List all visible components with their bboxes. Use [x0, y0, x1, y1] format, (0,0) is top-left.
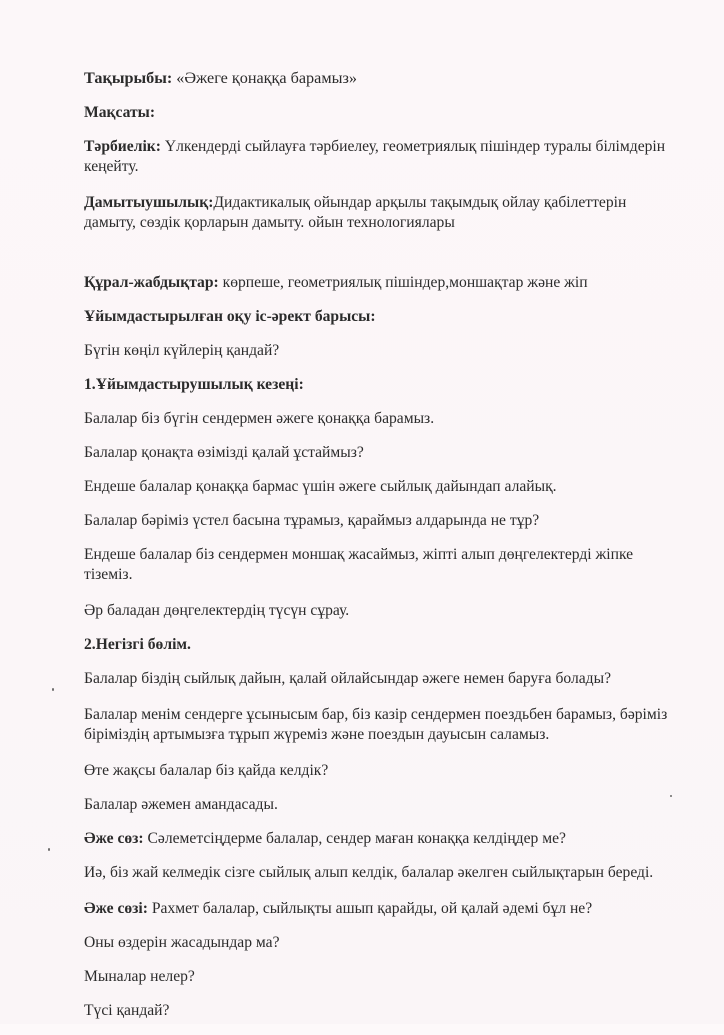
goals-heading: Мақсаты:: [84, 104, 156, 121]
final-line: Түсі қандай?: [84, 1002, 170, 1019]
greeting-question: Бүгін көңіл күйлерің қандай?: [84, 342, 280, 359]
grandma-text-1: Сәлеметсіңдерме балалар, сендер маған конаққа келдіңдер ме?: [143, 830, 566, 847]
stage2-heading: 2.Негізгі бөлім.: [84, 636, 191, 653]
equipment-label: Құрал-жабдықтар:: [84, 274, 219, 291]
stage1-heading: 1.Ұйымдастырушылық кезеңі:: [84, 376, 304, 393]
developmental-label: Дамытыушылық:: [84, 194, 214, 211]
spacer: [84, 249, 674, 273]
stage1-line: Балалар қонақта өзімізді қалай ұстаймыз?: [84, 444, 364, 461]
lesson-title: [84, 68, 674, 88]
educational-text: Үлкендерді сыйлауға тәрбиелеу, геометриялық пішіндер туралы білімдерін кеңейту.: [84, 138, 666, 175]
equipment-line: [84, 273, 674, 293]
educational-goal: [84, 137, 674, 177]
final-line: Мыналар нелер?: [84, 968, 195, 985]
developmental-text: Дидактикалық ойындар арқылы тақымдық ойлау қабілеттерін дамыту, сөздік қорларын дамыту. ойын технологиялары: [84, 194, 627, 231]
stage1-line: Ендеше балалар біз сендермен моншақ жасаймыз, жіпті алып дөңгелектерді жіпке тіземіз.: [84, 546, 634, 583]
title-text: «Әжеге қонаққа барамыз»: [172, 69, 357, 87]
stage1-line: Ендеше балалар қонаққа бармас үшін әжеге сыйлық дайындап алайық.: [84, 478, 557, 495]
stage2-line: Балалар әжемен амандасады.: [84, 796, 278, 813]
educational-label: Тәрбиелік:: [84, 138, 161, 155]
scan-speck: [670, 795, 672, 797]
grandma-label-1: Әже сөз:: [84, 830, 144, 847]
stage2-line: Балалар біздің сыйлық дайын, қалай ойлайсындар әжеге немен баруға болады?: [84, 670, 612, 687]
stage2-line: Балалар менім сендерге ұсынысым бар, біз казір сендермен поездьбен барамыз, бәріміз біріміздің артымызға тұрып жүреміз және поездын дауысын саламыз.: [84, 706, 668, 743]
grandma-speech-2: [84, 899, 674, 919]
final-line: Оны өздерін жасадындар ма?: [84, 934, 280, 951]
equipment-text: көрпеше, геометриялық пішіндер,моншақтар және жіп: [218, 274, 588, 291]
scan-speck: [48, 848, 50, 851]
grandma-text-2: Рахмет балалар, сыйлықты ашып қарайды, ой қалай әдемі бұл не?: [147, 900, 593, 917]
title-label: Тақырыбы:: [84, 69, 173, 87]
activity-heading: Ұйымдастырылған оқу іс-әрект барысы:: [84, 308, 376, 325]
stage2-line: Өте жақсы балалар біз қайда келдік?: [84, 762, 329, 779]
lesson-plan-text: [84, 68, 674, 1035]
grandma-speech-1: [84, 829, 674, 849]
developmental-goal: [84, 193, 674, 233]
stage1-line: Әр баладан дөңгелектердің түсүн сұрау.: [84, 602, 350, 619]
grandma-label-2: Әже сөзі:: [84, 900, 148, 917]
stage1-line: Балалар біз бүгін сендермен әжеге қонаққа барамыз.: [84, 410, 435, 427]
children-reply: Иә, біз жай келмедік сізге сыйлық алып келдік, балалар әкелген сыйлықтарын береді.: [84, 864, 654, 881]
stage1-line: Балалар бәріміз үстел басына тұрамыз, қараймыз алдарында не тұр?: [84, 512, 540, 529]
scan-speck: [52, 688, 54, 691]
